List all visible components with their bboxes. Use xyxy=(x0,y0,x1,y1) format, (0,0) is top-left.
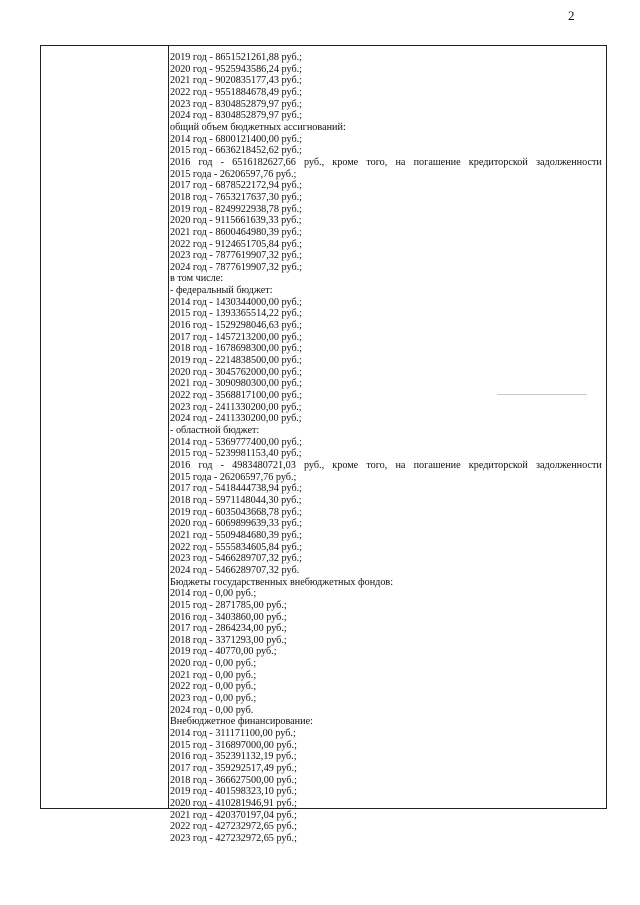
word: 4983480721,03 xyxy=(232,459,296,471)
text-line: 2024 год - 5466289707,32 руб. xyxy=(170,564,300,576)
text-line: 2021 год - 0,00 руб.; xyxy=(170,669,257,681)
text-line: 2023 год - 8304852879,97 руб.; xyxy=(170,98,303,110)
text-line: 2020 год - 6069899639,33 руб.; xyxy=(170,518,303,530)
text-line-justified xyxy=(170,157,602,169)
word: 6516182627,66 xyxy=(232,156,296,168)
text-line: в том числе: xyxy=(170,273,224,285)
text-line: 2019 год - 8249922938,78 руб.; xyxy=(170,203,303,215)
text-line: 2017 год - 5418444738,94 руб.; xyxy=(170,483,303,495)
word: на xyxy=(395,459,406,471)
word: погашение xyxy=(413,156,461,168)
text-line: 2017 год - 6878522172,94 руб.; xyxy=(170,180,303,192)
text-line: 2024 год - 7877619907,32 руб.; xyxy=(170,261,303,273)
word: - xyxy=(220,459,224,471)
text-line: 2014 год - 6800121400,00 руб.; xyxy=(170,133,303,145)
text-line: 2020 год - 9115661639,33 руб.; xyxy=(170,215,302,227)
text-line: 2022 год - 0,00 руб.; xyxy=(170,681,257,693)
text-line: - федеральный бюджет: xyxy=(170,285,273,297)
text-line: 2020 год - 3045762000,00 руб.; xyxy=(170,366,303,378)
text-line: Внебюджетное финансирование: xyxy=(170,716,313,728)
text-line: 2020 год - 410281946,91 руб.; xyxy=(170,798,297,809)
text-line: 2015 года - 26206597,76 руб.; xyxy=(170,168,297,180)
word: кроме xyxy=(332,156,359,168)
text-line: 2017 год - 1457213200,00 руб.; xyxy=(170,331,303,343)
text-line: 2015 год - 1393365514,22 руб.; xyxy=(170,308,303,320)
word: год xyxy=(198,459,213,471)
text-line: 2018 год - 7653217637,30 руб.; xyxy=(170,191,303,203)
text-line: 2020 год - 9525943586,24 руб.; xyxy=(170,63,303,75)
text-line: 2014 год - 311171100,00 руб.; xyxy=(170,728,296,740)
funding-text-cell xyxy=(170,52,602,845)
text-line: 2015 год - 5239981153,40 руб.; xyxy=(170,448,302,460)
text-line: 2023 год - 5466289707,32 руб.; xyxy=(170,553,303,565)
text-line: 2024 год - 2411330200,00 руб.; xyxy=(170,413,302,425)
text-line: 2023 год - 0,00 руб.; xyxy=(170,693,257,705)
word: 2016 xyxy=(170,459,191,471)
text-line: 2022 год - 9551884678,49 руб.; xyxy=(170,86,303,98)
text-line: 2024 год - 0,00 руб. xyxy=(170,704,254,716)
text-line: 2019 год - 40770,00 руб.; xyxy=(170,646,277,658)
text-line: 2019 год - 2214838500,00 руб.; xyxy=(170,355,303,367)
text-line: 2014 год - 1430344000,00 руб.; xyxy=(170,296,303,308)
text-line: 2020 год - 0,00 руб.; xyxy=(170,658,257,670)
text-line: Бюджеты государственных внебюджетных фондов: xyxy=(170,576,394,588)
text-line: 2019 год - 6035043668,78 руб.; xyxy=(170,506,303,518)
text-line: 2022 год - 427232972,65 руб.; xyxy=(170,821,297,833)
text-line: 2018 год - 366627500,00 руб.; xyxy=(170,774,297,786)
text-line: - областной бюджет: xyxy=(170,425,260,436)
text-line: 2023 год - 427232972,65 руб.; xyxy=(170,832,297,844)
word: кредиторской xyxy=(468,156,528,168)
text-line: 2015 год - 316897000,00 руб.; xyxy=(170,739,297,751)
text-line: 2022 год - 5555834605,84 руб.; xyxy=(170,541,303,553)
text-line: 2021 год - 9020835177,43 руб.; xyxy=(170,75,303,87)
text-line: 2016 год - 1529298046,63 руб.; xyxy=(170,320,303,332)
text-line: 2015 год - 2871785,00 руб.; xyxy=(170,599,287,611)
text-line: 2014 год - 5369777400,00 руб.; xyxy=(170,436,303,448)
text-line: общий объем бюджетных ассигнований: xyxy=(170,121,346,133)
text-line: 2021 год - 420370197,04 руб.; xyxy=(170,809,297,821)
word: руб., xyxy=(303,459,325,471)
text-line-justified xyxy=(170,460,602,472)
text-line: 2021 год - 8600464980,39 руб.; xyxy=(170,226,303,238)
text-line: 2023 год - 7877619907,32 руб.; xyxy=(170,250,303,262)
text-line: 2022 год - 9124651705,84 руб.; xyxy=(170,238,303,250)
text-line: 2017 год - 2864234,00 руб.; xyxy=(170,623,287,635)
text-line: 2018 год - 5971148044,30 руб.; xyxy=(170,494,302,506)
text-line: 2021 год - 3090980300,00 руб.; xyxy=(170,378,303,390)
text-line: 2024 год - 8304852879,97 руб.; xyxy=(170,110,303,122)
text-line: 2016 год - 352391132,19 руб.; xyxy=(170,751,297,763)
text-line: 2015 года - 26206597,76 руб.; xyxy=(170,471,297,483)
word: 2016 xyxy=(170,156,191,168)
text-line: 2021 год - 5509484680,39 руб.; xyxy=(170,529,303,541)
text-line: 2022 год - 3568817100,00 руб.; xyxy=(170,390,303,402)
text-line: 2018 год - 3371293,00 руб.; xyxy=(170,634,287,646)
word: задолженности xyxy=(536,459,602,471)
word: год xyxy=(198,156,213,168)
word: руб., xyxy=(303,156,325,168)
text-line: 2014 год - 0,00 руб.; xyxy=(170,588,257,600)
word: того, xyxy=(366,156,388,168)
text-line: 2015 год - 6636218452,62 руб.; xyxy=(170,145,303,157)
text-line: 2016 год - 3403860,00 руб.; xyxy=(170,611,287,623)
column-divider xyxy=(168,46,169,808)
word: кредиторской xyxy=(468,459,528,471)
word: того, xyxy=(366,459,388,471)
text-line: 2019 год - 401598323,10 руб.; xyxy=(170,786,297,798)
text-line: 2023 год - 2411330200,00 руб.; xyxy=(170,401,302,413)
word: кроме xyxy=(332,459,359,471)
page-number: 2 xyxy=(568,8,575,23)
text-line: 2017 год - 359292517,49 руб.; xyxy=(170,763,297,775)
word: погашение xyxy=(413,459,461,471)
word: на xyxy=(395,156,406,168)
word: - xyxy=(220,156,224,168)
text-line: 2019 год - 8651521261,88 руб.; xyxy=(170,52,303,63)
word: задолженности xyxy=(536,156,602,168)
text-line: 2018 год - 1678698300,00 руб.; xyxy=(170,343,303,355)
